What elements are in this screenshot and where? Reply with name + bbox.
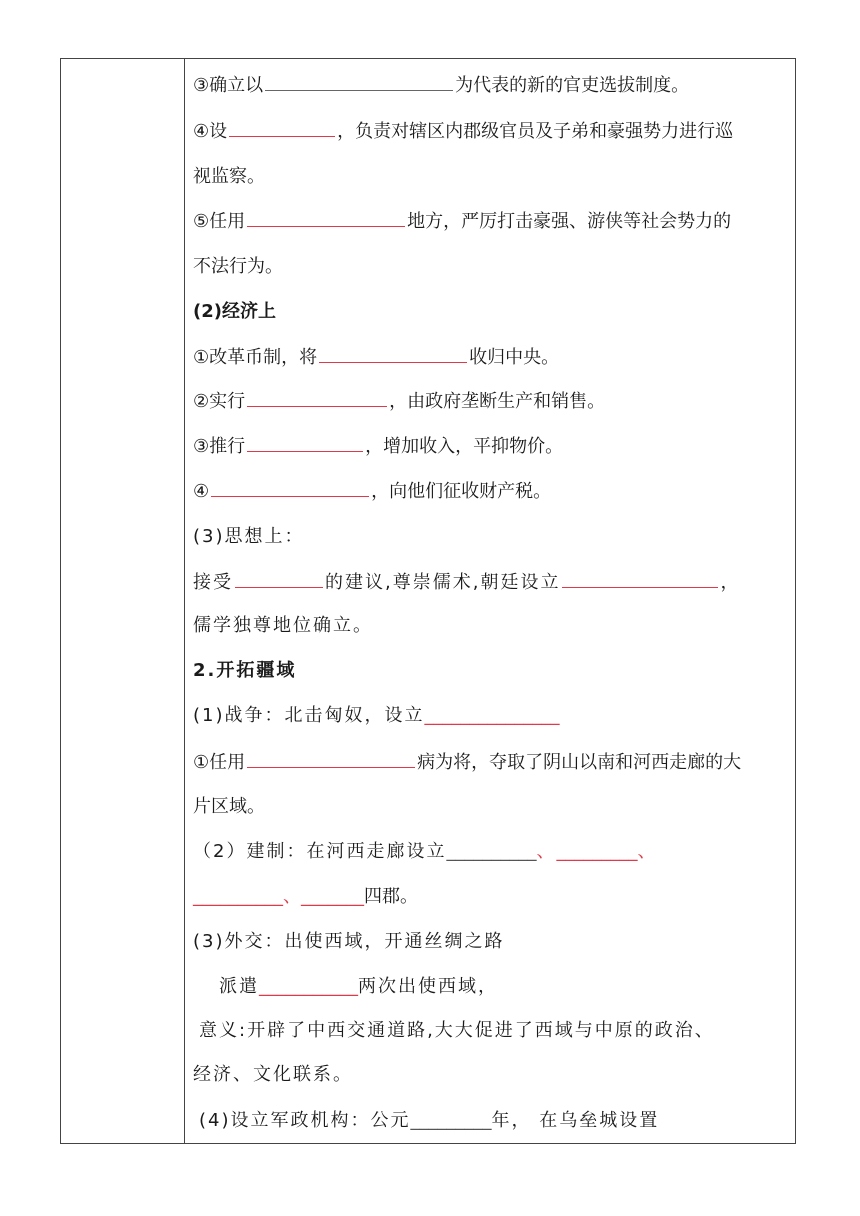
text: 两次出使西域，	[358, 976, 498, 997]
fill-blank[interactable]	[247, 751, 415, 768]
text: 为代表的新的官吏选拔制度。	[455, 75, 690, 96]
text: ①改革币制，将	[193, 347, 318, 368]
fill-blank[interactable]: _______	[301, 886, 364, 907]
line-19	[193, 886, 418, 908]
fill-blank[interactable]	[247, 390, 387, 407]
line-4	[193, 210, 731, 233]
line-17	[193, 796, 265, 818]
text: 片区域。	[193, 796, 265, 817]
line-1	[193, 74, 689, 97]
text: (4)设立军政机构：公元	[199, 1110, 411, 1131]
text: (1)战争：北击匈奴，设立	[193, 705, 425, 726]
fill-blank[interactable]	[235, 571, 323, 588]
line-24	[199, 1110, 659, 1132]
text: ，增加收入，平抑物价。	[365, 436, 564, 457]
fill-blank[interactable]: __________	[193, 886, 283, 907]
line-8	[193, 390, 605, 413]
fill-blank[interactable]: ___________	[259, 976, 358, 997]
text: ⑤任用	[193, 211, 246, 232]
text: ③确立以	[193, 75, 264, 96]
fill-blank[interactable]	[247, 435, 363, 452]
fill-blank[interactable]: _________	[556, 841, 638, 862]
fill-blank[interactable]: _________	[410, 1110, 492, 1131]
text: 地方，严厉打击豪强、游侠等社会势力的	[407, 211, 732, 232]
line-22	[199, 1020, 715, 1042]
line-5	[193, 256, 283, 278]
line-10	[193, 480, 551, 503]
line-3	[193, 166, 265, 188]
separator: 、	[637, 841, 658, 862]
text: 接受	[193, 572, 233, 593]
line-2	[193, 120, 733, 143]
text: 经济、文化联系。	[193, 1064, 353, 1085]
text: 的建议,尊崇儒术,朝廷设立	[325, 572, 561, 593]
text: 年， 在乌垒城设置	[491, 1110, 660, 1131]
section-thought	[193, 526, 305, 548]
text: （2）建制：在河西走廊设立	[193, 841, 447, 862]
line-18	[193, 841, 657, 863]
heading-expand-territory	[193, 660, 296, 682]
text: 病为将，夺取了阴山以南和河西走廊的大	[417, 752, 742, 773]
separator: 、	[283, 886, 301, 907]
text: ④	[193, 481, 210, 502]
text: (3)思想上：	[193, 526, 305, 547]
text: ②实行	[193, 391, 246, 412]
fill-blank[interactable]	[229, 120, 335, 137]
text: 收归中央。	[469, 347, 560, 368]
fill-blank[interactable]: __________	[446, 841, 537, 862]
text: ①任用	[193, 752, 246, 773]
fill-blank[interactable]: _______________	[424, 705, 560, 726]
line-20	[193, 931, 505, 953]
text: ，由政府垄断生产和销售。	[389, 391, 606, 412]
worksheet-table	[60, 58, 796, 1144]
fill-blank[interactable]	[211, 480, 369, 497]
separator: 、	[536, 841, 557, 862]
line-16	[193, 751, 741, 774]
section-economy	[193, 301, 276, 323]
left-column-cell	[61, 59, 185, 1143]
text: (3)外交：出使西域，开通丝绸之路	[193, 931, 505, 952]
fill-blank[interactable]	[319, 346, 467, 363]
text: (2)经济上	[193, 301, 276, 322]
fill-blank[interactable]	[247, 210, 405, 227]
line-15	[193, 705, 560, 727]
line-12	[193, 571, 740, 594]
line-7	[193, 346, 559, 369]
text: 意义:开辟了中西交通道路,大大促进了西域与中原的政治、	[199, 1020, 715, 1041]
fill-blank[interactable]	[562, 571, 718, 588]
text: ③推行	[193, 436, 246, 457]
line-9	[193, 435, 563, 458]
text: 四郡。	[364, 886, 418, 907]
text: 视监察。	[193, 166, 265, 187]
text: 儒学独尊地位确立。	[193, 615, 373, 636]
text: 2.开拓疆域	[193, 660, 297, 681]
text: 不法行为。	[193, 256, 283, 277]
fill-blank[interactable]	[265, 74, 453, 91]
text: ，	[720, 572, 741, 593]
text: ④设	[193, 121, 228, 142]
text: ，向他们征收财产税。	[371, 481, 552, 502]
text: 派遣	[219, 976, 259, 997]
line-21	[219, 976, 498, 998]
text: ，负责对辖区内郡级官员及子弟和豪强势力进行巡	[337, 121, 734, 142]
line-23	[193, 1064, 353, 1086]
line-13	[193, 615, 373, 637]
